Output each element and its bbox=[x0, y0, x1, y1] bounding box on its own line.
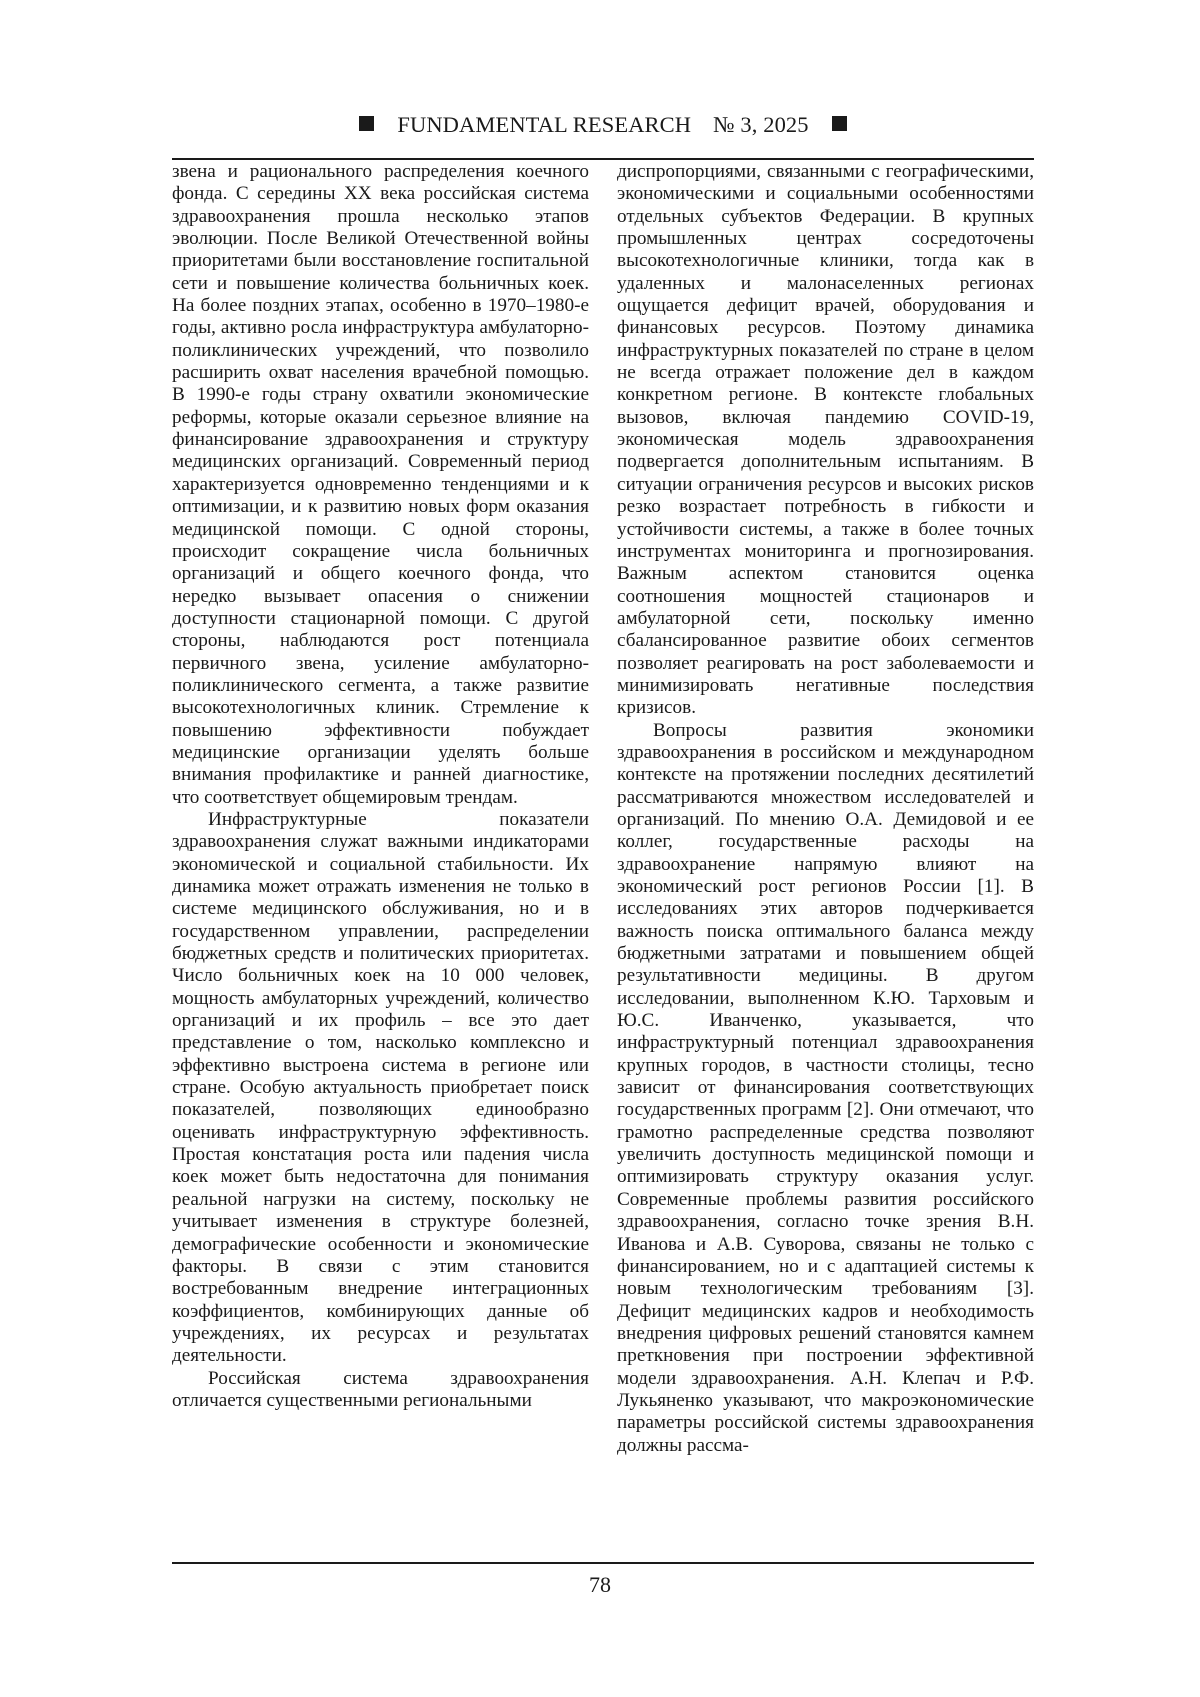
header-square-right-icon bbox=[832, 116, 847, 131]
journal-title: FUNDAMENTAL RESEARCH bbox=[397, 112, 691, 137]
paragraph: звена и рационального распределения коечного фонда. С середины XX века российская система здравоохранения прошла несколько этапов эволюции. После Великой Отечественной войны приоритетами были восстановление госпитальной сети и повышение количества больничных коек. На более поздних этапах, особенно в 1970–1980-е годы, активно росла инфраструктура амбулаторно-поликлинических учреждений, что позволило расширить охват населения врачебной помощью. В 1990-е годы страну охватили экономические реформы, которые оказали серьезное влияние на финансирование здравоохранения и структуру медицинских организаций. Современный период характеризуется одновременно тенденциями и к оптимизации, и к развитию новых форм оказания медицинской помощи. С одной стороны, происходит сокращение числа больничных организаций и общего коечного фонда, что нередко вызывает опасения о снижении доступности стационарной помощи. С другой стороны, наблюдаются рост потенциала первичного звена, усиление амбулаторно-поликлинического сегмента, а также развитие высокотехнологичных клиник. Стремление к повышению эффективности побуждает медицинские организации уделять больше внимания профилактике и ранней диагностике, что соответствует общемировым трендам. bbox=[172, 161, 589, 809]
paragraph: диспропорциями, связанными с географическими, экономическими и социальными особенностями отдельных субъектов Федерации. В крупных промышленных центрах сосредоточены высокотехнологичные клиники, тогда как в удаленных и малонаселенных регионах ощущается дефицит врачей, оборудования и финансовых ресурсов. Поэтому динамика инфраструктурных показателей по стране в целом не всегда отражает положение дел в каждом конкретном регионе. В контексте глобальных вызовов, включая пандемию COVID-19, экономическая модель здравоохранения подвергается дополнительным испытаниям. В ситуации ограничения ресурсов и высоких рисков резко возрастает потребность в гибкости и устойчивости системы, а также в более точных инструментах мониторинга и прогнозирования. Важным аспектом становится оценка соотношения мощностей стационаров и амбулаторной сети, поскольку именно сбалансированное развитие обоих сегментов позволяет реагировать на рост заболеваемости и минимизировать негативные последствия кризисов. bbox=[617, 161, 1034, 720]
paragraph: Инфраструктурные показатели здравоохранения служат важными индикаторами экономической и социальной стабильности. Их динамика может отражать изменения не только в системе медицинского обслуживания, но и в государственном управлении, распределении бюджетных средств и политических приоритетах. Число больничных коек на 10 000 человек, мощность амбулаторных учреждений, количество организаций и их профиль – все это дает представление о том, насколько комплексно и эффективно выстроена система в регионе или стране. Особую актуальность приобретает поиск показателей, позволяющих единообразно оценивать инфраструктурную эффективность. Простая констатация роста или падения числа коек может быть недостаточна для понимания реальной нагрузки на систему, поскольку не учитывает изменения в структуре болезней, демографические особенности и экономические факторы. В связи с этим становится востребованным внедрение интеграционных коэффициентов, комбинирующих данные об учреждениях, их ресурсах и результатах деятельности. bbox=[172, 809, 589, 1368]
header-rule bbox=[172, 158, 1034, 160]
footer-rule bbox=[172, 1562, 1034, 1564]
header-square-left-icon bbox=[359, 116, 374, 131]
journal-page bbox=[0, 0, 1200, 1697]
issue-number: № 3, bbox=[713, 112, 757, 137]
issue-year: 2025 bbox=[763, 112, 808, 137]
paragraph: Вопросы развития экономики здравоохранения в российском и международном контексте на протяжении последних десятилетий рассматриваются множеством исследователей и организаций. По мнению О.А. Демидовой и ее коллег, государственные расходы на здравоохранение напрямую влияют на экономический рост регионов России [1]. В исследованиях этих авторов подчеркивается важность поиска оптимального баланса между бюджетными затратами и повышением общей результативности медицины. В другом исследовании, выполненном К.Ю. Тарховым и Ю.С. Иванченко, указывается, что инфраструктурный потенциал здравоохранения крупных городов, в частности столицы, тесно зависит от финансирования соответствующих государственных программ [2]. Они отмечают, что грамотно распределенные средства позволяют увеличить доступность медицинской помощи и оптимизировать структуру оказания услуг. Современные проблемы развития российского здравоохранения, согласно точке зрения В.Н. Иванова и А.В. Суворова, связаны не только с финансированием, но и с адаптацией системы к новым технологическим требованиям [3]. Дефицит медицинских кадров и необходимость внедрения цифровых решений становятся камнем преткновения при построении эффективной модели здравоохранения. А.Н. Клепач и Р.Ф. Лукьяненко указывают, что макроэкономические параметры российской системы здравоохранения должны рассма- bbox=[617, 720, 1034, 1457]
text-column-left bbox=[172, 161, 589, 1412]
paragraph: Российская система здравоохранения отличается существенными региональными bbox=[172, 1368, 589, 1413]
page-number: 78 bbox=[0, 1572, 1200, 1598]
text-column-right bbox=[617, 161, 1034, 1457]
running-header bbox=[172, 112, 1034, 138]
